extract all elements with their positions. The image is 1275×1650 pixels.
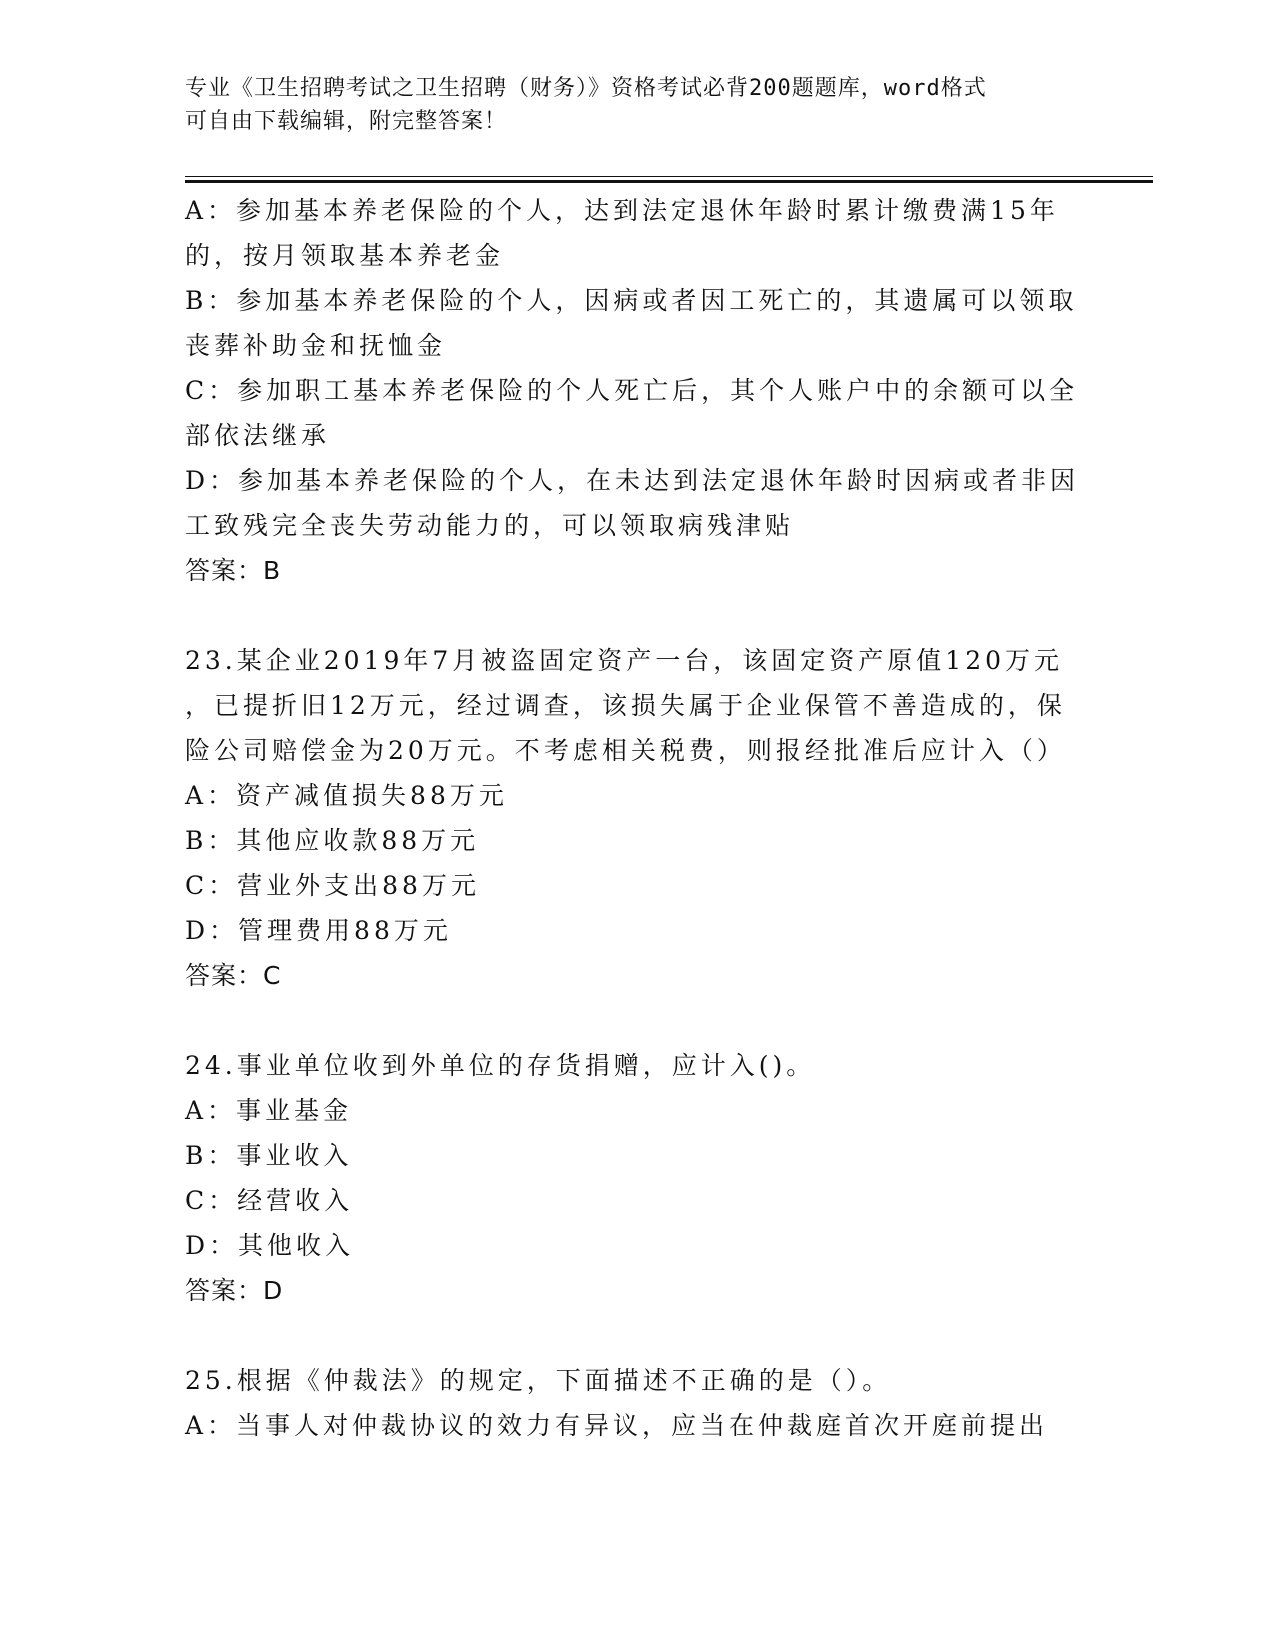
option-a-line-1: A：当事人对仲裁协议的效力有异议，应当在仲裁庭首次开庭前提出 [185,1411,1049,1440]
question-24 [185,1043,1085,1313]
option-a-line-2: 的，按月领取基本养老金 [185,241,505,270]
header-divider-thick [185,180,1153,183]
option-a: A：事业基金 [185,1096,353,1125]
document-header [185,72,1065,138]
question-23-answer: 答案：C [185,961,282,990]
option-c: C：经营收入 [185,1186,354,1215]
question-24-text: 24.事业单位收到外单位的存货捐赠，应计入()。 [185,1051,816,1080]
header-line-1: 专业《卫生招聘考试之卫生招聘（财务）》资格考试必背200题题库，word格式 [185,76,987,101]
question-25-text: 25.根据《仲裁法》的规定，下面描述不正确的是（）。 [185,1366,892,1395]
option-b-line-2: 丧葬补助金和抚恤金 [185,331,447,360]
spacer [185,1313,1085,1358]
header-line-2: 可自由下载编辑，附完整答案！ [185,109,508,134]
question-25 [185,1358,1085,1448]
option-a: A：资产减值损失88万元 [185,781,508,810]
option-b: B：事业收入 [185,1141,353,1170]
header-divider-thin [185,176,1153,177]
question-24-answer: 答案：D [185,1276,284,1305]
question-list [185,188,1085,1448]
option-a-line-1: A：参加基本养老保险的个人，达到法定退休年龄时累计缴费满15年 [185,196,1059,225]
spacer [185,998,1085,1043]
question-23-text-line-2: ，已提折旧12万元，经过调查，该损失属于企业保管不善造成的，保 [185,691,1066,720]
question-23-text-line-3: 险公司赔偿金为20万元。不考虑相关税费，则报经批准后应计入（） [185,736,1066,765]
option-b-line-1: B：参加基本养老保险的个人，因病或者因工死亡的，其遗属可以领取 [185,286,1078,315]
question-22-answer: 答案：B [185,556,282,585]
option-d-line-2: 工致残完全丧失劳动能力的，可以领取病残津贴 [185,511,795,540]
question-23-text-line-1: 23.某企业2019年7月被盗固定资产一台，该固定资产原值120万元 [185,646,1064,675]
option-b: B：其他应收款88万元 [185,826,480,855]
option-d: D：其他收入 [185,1231,355,1260]
option-c-line-2: 部依法继承 [185,421,331,450]
question-23 [185,638,1085,998]
option-c-line-1: C：参加职工基本养老保险的个人死亡后，其个人账户中的余额可以全 [185,376,1079,405]
spacer [185,593,1085,638]
question-22-options [185,188,1085,593]
option-c: C：营业外支出88万元 [185,871,480,900]
option-d: D：管理费用88万元 [185,916,452,945]
option-d-line-1: D：参加基本养老保险的个人，在未达到法定退休年龄时因病或者非因 [185,466,1080,495]
